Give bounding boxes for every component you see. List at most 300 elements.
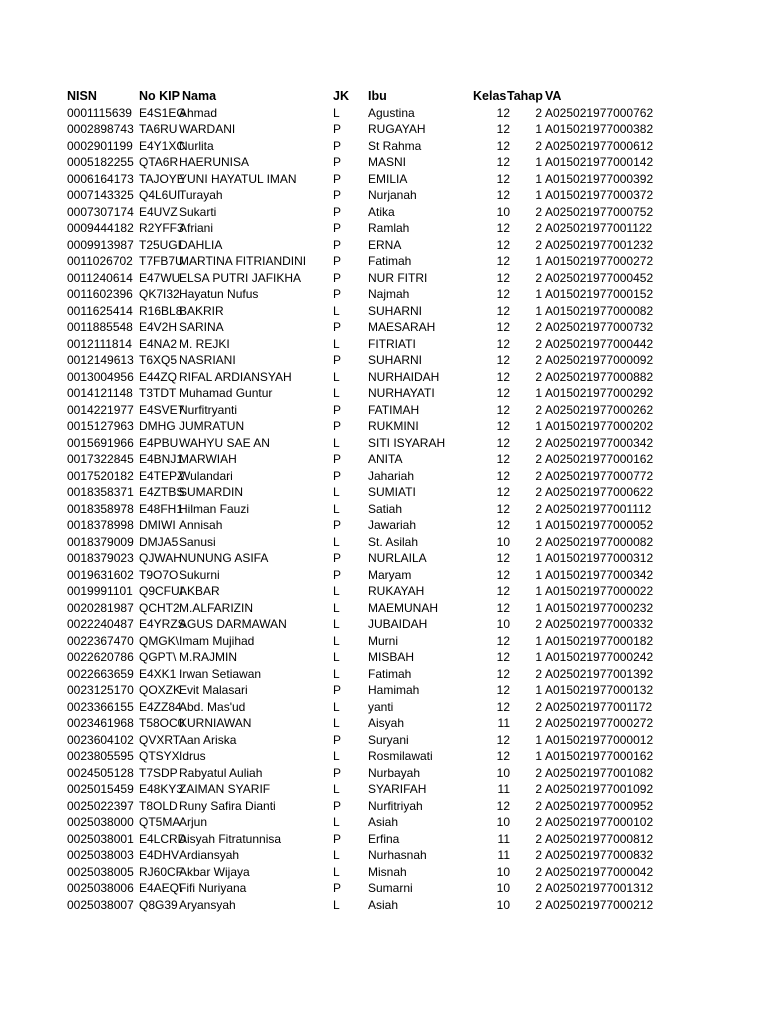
cell-nisn: 0022663659 [67, 666, 134, 681]
cell-ibu: Fatimah [368, 254, 412, 268]
cell-kelas: 12 [496, 452, 510, 466]
cell-kelas: 12 [496, 221, 510, 235]
cell-jk: P [333, 765, 342, 780]
cell-kip: E4S1EG [139, 105, 186, 120]
cell-kelas: 12 [496, 270, 510, 285]
cell-tahap: 2 [535, 237, 542, 252]
cell-kelas: 12 [496, 567, 510, 582]
cell-nama: Nurlita [179, 138, 214, 153]
cell-tahap: 1 [535, 386, 542, 400]
cell-nisn: 0002901199 [67, 138, 133, 153]
cell-jk: L [333, 815, 340, 829]
cell-kelas: 12 [496, 353, 510, 367]
cell-nisn: 0023366155 [67, 699, 134, 714]
table-row [0, 253, 768, 270]
cell-nama: Hilman Fauzi [179, 501, 250, 516]
cell-kip: E48FH1 [139, 501, 184, 516]
table-row [0, 517, 768, 534]
table-row [0, 385, 768, 402]
cell-jk: P [333, 171, 342, 186]
cell-va: A025021977001392 [545, 666, 654, 681]
cell-nisn: 0012111814 [67, 336, 132, 351]
cell-kelas: 12 [496, 303, 510, 318]
cell-nisn: 0014221977 [67, 402, 134, 417]
cell-nisn: 0018379009 [67, 534, 134, 549]
cell-va: A025021977001232 [545, 237, 654, 252]
cell-va: A025021977000732 [545, 320, 654, 334]
table-row [0, 864, 768, 881]
cell-nama: HAERUNISA [179, 155, 250, 169]
cell-va: A015021977000342 [545, 567, 654, 582]
cell-kip: Q8G39 [139, 897, 178, 912]
cell-kelas: 12 [496, 650, 510, 664]
cell-kelas: 10 [496, 864, 510, 879]
cell-ibu: SITI ISYARAH [368, 435, 446, 450]
cell-kelas: 12 [496, 171, 510, 186]
cell-nisn: 0023461968 [67, 716, 134, 730]
cell-ibu: SUHARNI [368, 303, 423, 318]
cell-kip: E4XK1 [139, 666, 177, 681]
table-row [0, 765, 768, 782]
cell-tahap: 2 [535, 402, 542, 417]
cell-ibu: RUKMINI [368, 419, 419, 433]
cell-tahap: 2 [535, 435, 542, 450]
cell-nama: KURNIAWAN [179, 716, 252, 730]
cell-tahap: 2 [535, 897, 542, 912]
cell-va: A025021977000092 [545, 353, 654, 367]
cell-nama: Aryansyah [179, 897, 236, 912]
cell-nama: Ardiansyah [179, 848, 240, 862]
cell-ibu: Asiah [368, 815, 399, 829]
table-row [0, 600, 768, 617]
cell-jk: L [333, 897, 340, 912]
cell-jk: L [333, 650, 340, 664]
cell-nisn: 0011026702 [67, 254, 133, 268]
cell-va: A025021977001122 [545, 221, 653, 235]
cell-ibu: Aisyah [368, 716, 405, 730]
cell-kelas: 12 [496, 155, 510, 169]
cell-tahap: 2 [535, 221, 542, 235]
cell-nama: Fifi Nuriyana [179, 881, 247, 895]
cell-tahap: 2 [535, 782, 542, 796]
cell-va: A025021977001312 [545, 881, 654, 895]
cell-kelas: 12 [496, 320, 510, 334]
cell-kip: Q9CFUI [139, 584, 184, 598]
cell-ibu: MAESARAH [368, 320, 436, 334]
cell-ibu: Suryani [368, 732, 409, 747]
table-row [0, 319, 768, 336]
cell-va: A025021977000752 [545, 204, 654, 219]
cell-va: A015021977000152 [545, 287, 654, 301]
cell-kelas: 12 [496, 336, 510, 351]
cell-nisn: 0020281987 [67, 600, 134, 615]
cell-nama: Idrus [179, 749, 206, 763]
cell-tahap: 2 [535, 815, 542, 829]
cell-tahap: 1 [535, 732, 542, 747]
cell-jk: L [333, 848, 340, 862]
table-row [0, 336, 768, 353]
cell-kelas: 12 [496, 237, 510, 252]
cell-va: A015021977000182 [545, 633, 654, 648]
cell-kip: E4V2H [139, 320, 178, 334]
cell-nisn: 0025038005 [67, 864, 134, 879]
cell-tahap: 1 [535, 287, 542, 301]
cell-va: A015021977000382 [545, 122, 654, 136]
table-row [0, 798, 768, 815]
cell-nama: NUNUNG ASIFA [179, 551, 269, 565]
table-row [0, 550, 768, 567]
cell-tahap: 1 [535, 518, 542, 532]
cell-va: A015021977000202 [545, 419, 654, 433]
cell-tahap: 1 [535, 303, 542, 318]
cell-nama: YUNI HAYATUL IMAN [179, 171, 297, 186]
cell-ibu: ANITA [368, 452, 403, 466]
table-row [0, 649, 768, 666]
table-row [0, 831, 768, 848]
cell-jk: L [333, 485, 340, 499]
table-row [0, 732, 768, 749]
cell-nisn: 0024505128 [67, 765, 134, 780]
cell-ibu: Murni [368, 633, 399, 648]
cell-jk: P [333, 270, 342, 285]
cell-tahap: 2 [535, 831, 542, 846]
cell-kelas: 12 [496, 122, 510, 136]
cell-kip: E4SVE7 [139, 402, 185, 417]
cell-nama: Imam Mujihad [179, 633, 255, 648]
cell-nisn: 0019991101 [67, 584, 133, 598]
cell-kip: E4Y1XC [139, 138, 186, 153]
cell-kelas: 12 [496, 683, 510, 697]
cell-jk: P [333, 518, 342, 532]
cell-kip: QTSYX [139, 749, 180, 763]
cell-kelas: 12 [496, 254, 510, 268]
cell-nama: Sukurni [179, 567, 220, 582]
cell-kip: T25UGI [139, 237, 182, 252]
table-row [0, 171, 768, 188]
cell-tahap: 2 [535, 666, 542, 681]
cell-nama: WAHYU SAE AN [179, 435, 270, 450]
cell-jk: P [333, 798, 342, 813]
cell-nama: Aisyah Fitratunnisa [179, 831, 282, 846]
cell-va: A015021977000022 [545, 584, 654, 598]
cell-va: A025021977000442 [545, 336, 654, 351]
cell-nisn: 0015691966 [67, 435, 134, 450]
cell-jk: L [333, 699, 340, 714]
cell-nama: M. REJKI [179, 336, 230, 351]
cell-nisn: 0023125170 [67, 683, 134, 697]
cell-kelas: 11 [497, 831, 510, 846]
cell-kip: E47WU [139, 270, 181, 285]
cell-jk: L [333, 666, 340, 681]
cell-ibu: Erfina [368, 831, 400, 846]
cell-va: A015021977000132 [545, 683, 654, 697]
table-row [0, 286, 768, 303]
cell-nisn: 0025038006 [67, 881, 134, 895]
cell-nama: ELSA PUTRI JAFIKHA [179, 270, 302, 285]
cell-jk: L [333, 386, 340, 400]
cell-nama: WARDANI [179, 122, 236, 136]
cell-nisn: 0009444182 [67, 221, 134, 235]
cell-kelas: 12 [496, 584, 510, 598]
cell-jk: L [333, 749, 340, 763]
cell-va: A025021977000622 [545, 485, 654, 499]
table-row [0, 270, 768, 287]
table-row [0, 220, 768, 237]
table-row [0, 451, 768, 468]
cell-ibu: Misnah [368, 864, 407, 879]
cell-kelas: 10 [496, 881, 510, 895]
cell-ibu: St. Asilah [368, 534, 419, 549]
cell-nama: AGUS DARMAWAN [179, 617, 287, 631]
table-row [0, 187, 768, 204]
cell-ibu: NURHAIDAH [368, 369, 440, 384]
cell-jk: L [333, 336, 340, 351]
header-nisn: NISN [67, 89, 97, 103]
cell-jk: P [333, 237, 342, 252]
cell-kip: DMHG [139, 419, 176, 433]
cell-ibu: SUHARNI [368, 353, 423, 367]
table-row [0, 847, 768, 864]
cell-jk: P [333, 155, 342, 169]
cell-kip: T7FB7U [139, 254, 184, 268]
cell-kelas: 12 [496, 435, 510, 450]
cell-kip: R16BL8 [139, 303, 183, 318]
cell-va: A025021977000952 [545, 798, 654, 813]
cell-kip: QVXRT [139, 732, 181, 747]
cell-kip: E4DHV [139, 848, 180, 862]
table-row [0, 567, 768, 584]
cell-nama: Rabyatul Auliah [179, 765, 263, 780]
cell-ibu: Hamimah [368, 683, 420, 697]
cell-tahap: 1 [535, 254, 542, 268]
cell-nama: SARINA [179, 320, 224, 334]
cell-nama: Hayatun Nufus [179, 287, 259, 301]
cell-va: A025021977000212 [545, 897, 654, 912]
cell-jk: L [333, 633, 340, 648]
cell-nisn: 0018379023 [67, 551, 134, 565]
cell-va: A025021977000452 [545, 270, 654, 285]
cell-kip: QJWAH [139, 551, 182, 565]
cell-nama: Arjun [179, 815, 208, 829]
cell-va: A025021977000042 [545, 864, 654, 879]
cell-ibu: RUGAYAH [368, 122, 426, 136]
cell-va: A025021977000762 [545, 105, 654, 120]
header-va: VA [545, 89, 562, 103]
cell-nisn: 0011885548 [67, 320, 133, 334]
cell-va: A015021977000082 [545, 303, 654, 318]
table-row [0, 352, 768, 369]
table-row [0, 105, 768, 122]
cell-nisn: 0012149613 [67, 353, 134, 367]
cell-tahap: 2 [535, 353, 542, 367]
cell-ibu: ERNA [368, 237, 402, 252]
header-kip: No KIP [139, 89, 180, 103]
cell-ibu: Jawariah [368, 518, 417, 532]
cell-kelas: 12 [496, 798, 510, 813]
cell-ibu: Jahariah [368, 468, 415, 483]
cell-ibu: Nurjanah [368, 188, 417, 202]
cell-va: A025021977000332 [545, 617, 654, 631]
cell-nisn: 0009913987 [67, 237, 134, 252]
cell-ibu: SUMIATI [368, 485, 416, 499]
table-row [0, 435, 768, 452]
cell-tahap: 2 [535, 204, 542, 219]
cell-nama: Aan Ariska [179, 732, 237, 747]
cell-nisn: 0018358371 [67, 485, 134, 499]
cell-va: A025021977000102 [545, 815, 654, 829]
cell-jk: P [333, 419, 342, 433]
cell-tahap: 2 [535, 270, 542, 285]
table-row [0, 418, 768, 435]
cell-tahap: 1 [535, 683, 542, 697]
cell-jk: P [333, 204, 342, 219]
cell-ibu: Agustina [368, 105, 415, 120]
cell-jk: P [333, 138, 342, 153]
cell-kelas: 12 [496, 188, 510, 202]
cell-tahap: 2 [535, 716, 542, 730]
table-row [0, 880, 768, 897]
cell-kip: E4TEPZ [139, 468, 185, 483]
cell-kelas: 12 [496, 468, 510, 483]
cell-jk: P [333, 122, 342, 136]
cell-jk: L [333, 864, 340, 879]
cell-kip: E4YRZS [139, 617, 186, 631]
table-row [0, 484, 768, 501]
header-kelas: Kelas [473, 89, 507, 103]
cell-jk: P [333, 881, 342, 895]
cell-tahap: 1 [535, 650, 542, 664]
cell-tahap: 2 [535, 699, 542, 714]
cell-jk: L [333, 584, 340, 598]
cell-tahap: 2 [535, 369, 542, 384]
cell-jk: L [333, 782, 340, 796]
cell-kelas: 11 [497, 848, 510, 862]
cell-ibu: RUKAYAH [368, 584, 425, 598]
cell-jk: P [333, 188, 342, 202]
cell-nama: MARTINA FITRIANDINI [179, 254, 307, 268]
cell-jk: P [333, 831, 342, 846]
cell-tahap: 2 [535, 501, 542, 516]
cell-tahap: 1 [535, 419, 542, 433]
cell-jk: L [333, 600, 340, 615]
cell-va: A015021977000142 [545, 155, 654, 169]
cell-tahap: 2 [535, 617, 542, 631]
cell-kelas: 12 [496, 732, 510, 747]
spreadsheet [0, 88, 768, 913]
table-row [0, 715, 768, 732]
cell-kip: E4NA2 [139, 336, 178, 351]
cell-kip: E4LCRD [139, 831, 187, 846]
cell-nama: Nurfitryanti [179, 402, 238, 417]
cell-kelas: 12 [496, 501, 510, 516]
cell-tahap: 2 [535, 336, 542, 351]
cell-kelas: 12 [496, 419, 510, 433]
cell-va: A015021977000312 [545, 551, 654, 565]
cell-kip: TA6RU [139, 122, 178, 136]
cell-kip: QTA6R [139, 155, 179, 169]
cell-jk: L [333, 617, 340, 631]
cell-kip: QK7I32 [139, 287, 180, 301]
table-body [0, 105, 768, 914]
cell-nama: RIFAL ARDIANSYAH [179, 369, 292, 384]
cell-kip: E4ZTBS [139, 485, 185, 499]
cell-nama: Sukarti [179, 204, 217, 219]
cell-ibu: St Rahma [368, 138, 422, 153]
cell-kip: QCHT2 [139, 600, 180, 615]
cell-tahap: 2 [535, 881, 542, 895]
cell-tahap: 1 [535, 567, 542, 582]
cell-ibu: Nurhasnah [368, 848, 427, 862]
cell-jk: P [333, 452, 342, 466]
cell-kelas: 12 [496, 699, 510, 714]
cell-kelas: 12 [496, 600, 510, 615]
cell-jk: P [333, 221, 342, 235]
cell-kip: T8OLD [139, 798, 178, 813]
cell-ibu: Fatimah [368, 666, 412, 681]
cell-nisn: 0015127963 [67, 419, 134, 433]
cell-nisn: 0013004956 [67, 369, 134, 384]
cell-kelas: 12 [496, 666, 510, 681]
cell-jk: L [333, 435, 340, 450]
cell-ibu: Asiah [368, 897, 399, 912]
cell-ibu: SYARIFAH [368, 782, 427, 796]
cell-tahap: 1 [535, 171, 542, 186]
cell-va: A025021977001082 [545, 765, 654, 780]
cell-nama: M.RAJMIN [179, 650, 237, 664]
cell-va: A015021977000372 [545, 188, 654, 202]
cell-va: A015021977000232 [545, 600, 654, 615]
cell-tahap: 2 [535, 468, 542, 483]
cell-va: A025021977001172 [545, 699, 653, 714]
table-row [0, 501, 768, 518]
cell-kip: Q4L6UI [139, 188, 181, 202]
cell-kip: T3TDT [139, 386, 177, 400]
cell-tahap: 1 [535, 749, 542, 763]
cell-nama: NASRIANI [179, 353, 236, 367]
cell-kip: T6XQ5 [139, 353, 178, 367]
cell-kip: QMGK\ [139, 633, 180, 648]
cell-nama: M.ALFARIZIN [179, 600, 254, 615]
cell-va: A015021977000012 [545, 732, 654, 747]
cell-kip: T58OC0 [139, 716, 185, 730]
cell-va: A025021977000272 [545, 716, 654, 730]
cell-va: A025021977000832 [545, 848, 654, 862]
cell-tahap: 2 [535, 848, 542, 862]
header-row [0, 88, 768, 105]
cell-nama: Ahmad [179, 105, 218, 120]
cell-ibu: Nurbayah [368, 765, 421, 780]
table-row [0, 121, 768, 138]
cell-tahap: 1 [535, 584, 542, 598]
cell-nama: MARWIAH [179, 452, 237, 466]
cell-nisn: 0007143325 [67, 188, 134, 202]
cell-jk: P [333, 732, 342, 747]
cell-tahap: 2 [535, 798, 542, 813]
cell-va: A025021977000082 [545, 534, 654, 549]
cell-kip: E4BNJ1 [139, 452, 184, 466]
table-row [0, 583, 768, 600]
cell-nisn: 0011240614 [67, 270, 133, 285]
cell-ibu: Najmah [368, 287, 410, 301]
table-row [0, 402, 768, 419]
table-row [0, 204, 768, 221]
cell-kelas: 12 [496, 485, 510, 499]
cell-nisn: 0023805595 [67, 749, 134, 763]
cell-ibu: MAEMUNAH [368, 600, 439, 615]
cell-va: A025021977000812 [545, 831, 654, 846]
cell-va: A025021977001112 [545, 501, 652, 516]
cell-ibu: MASNI [368, 155, 407, 169]
